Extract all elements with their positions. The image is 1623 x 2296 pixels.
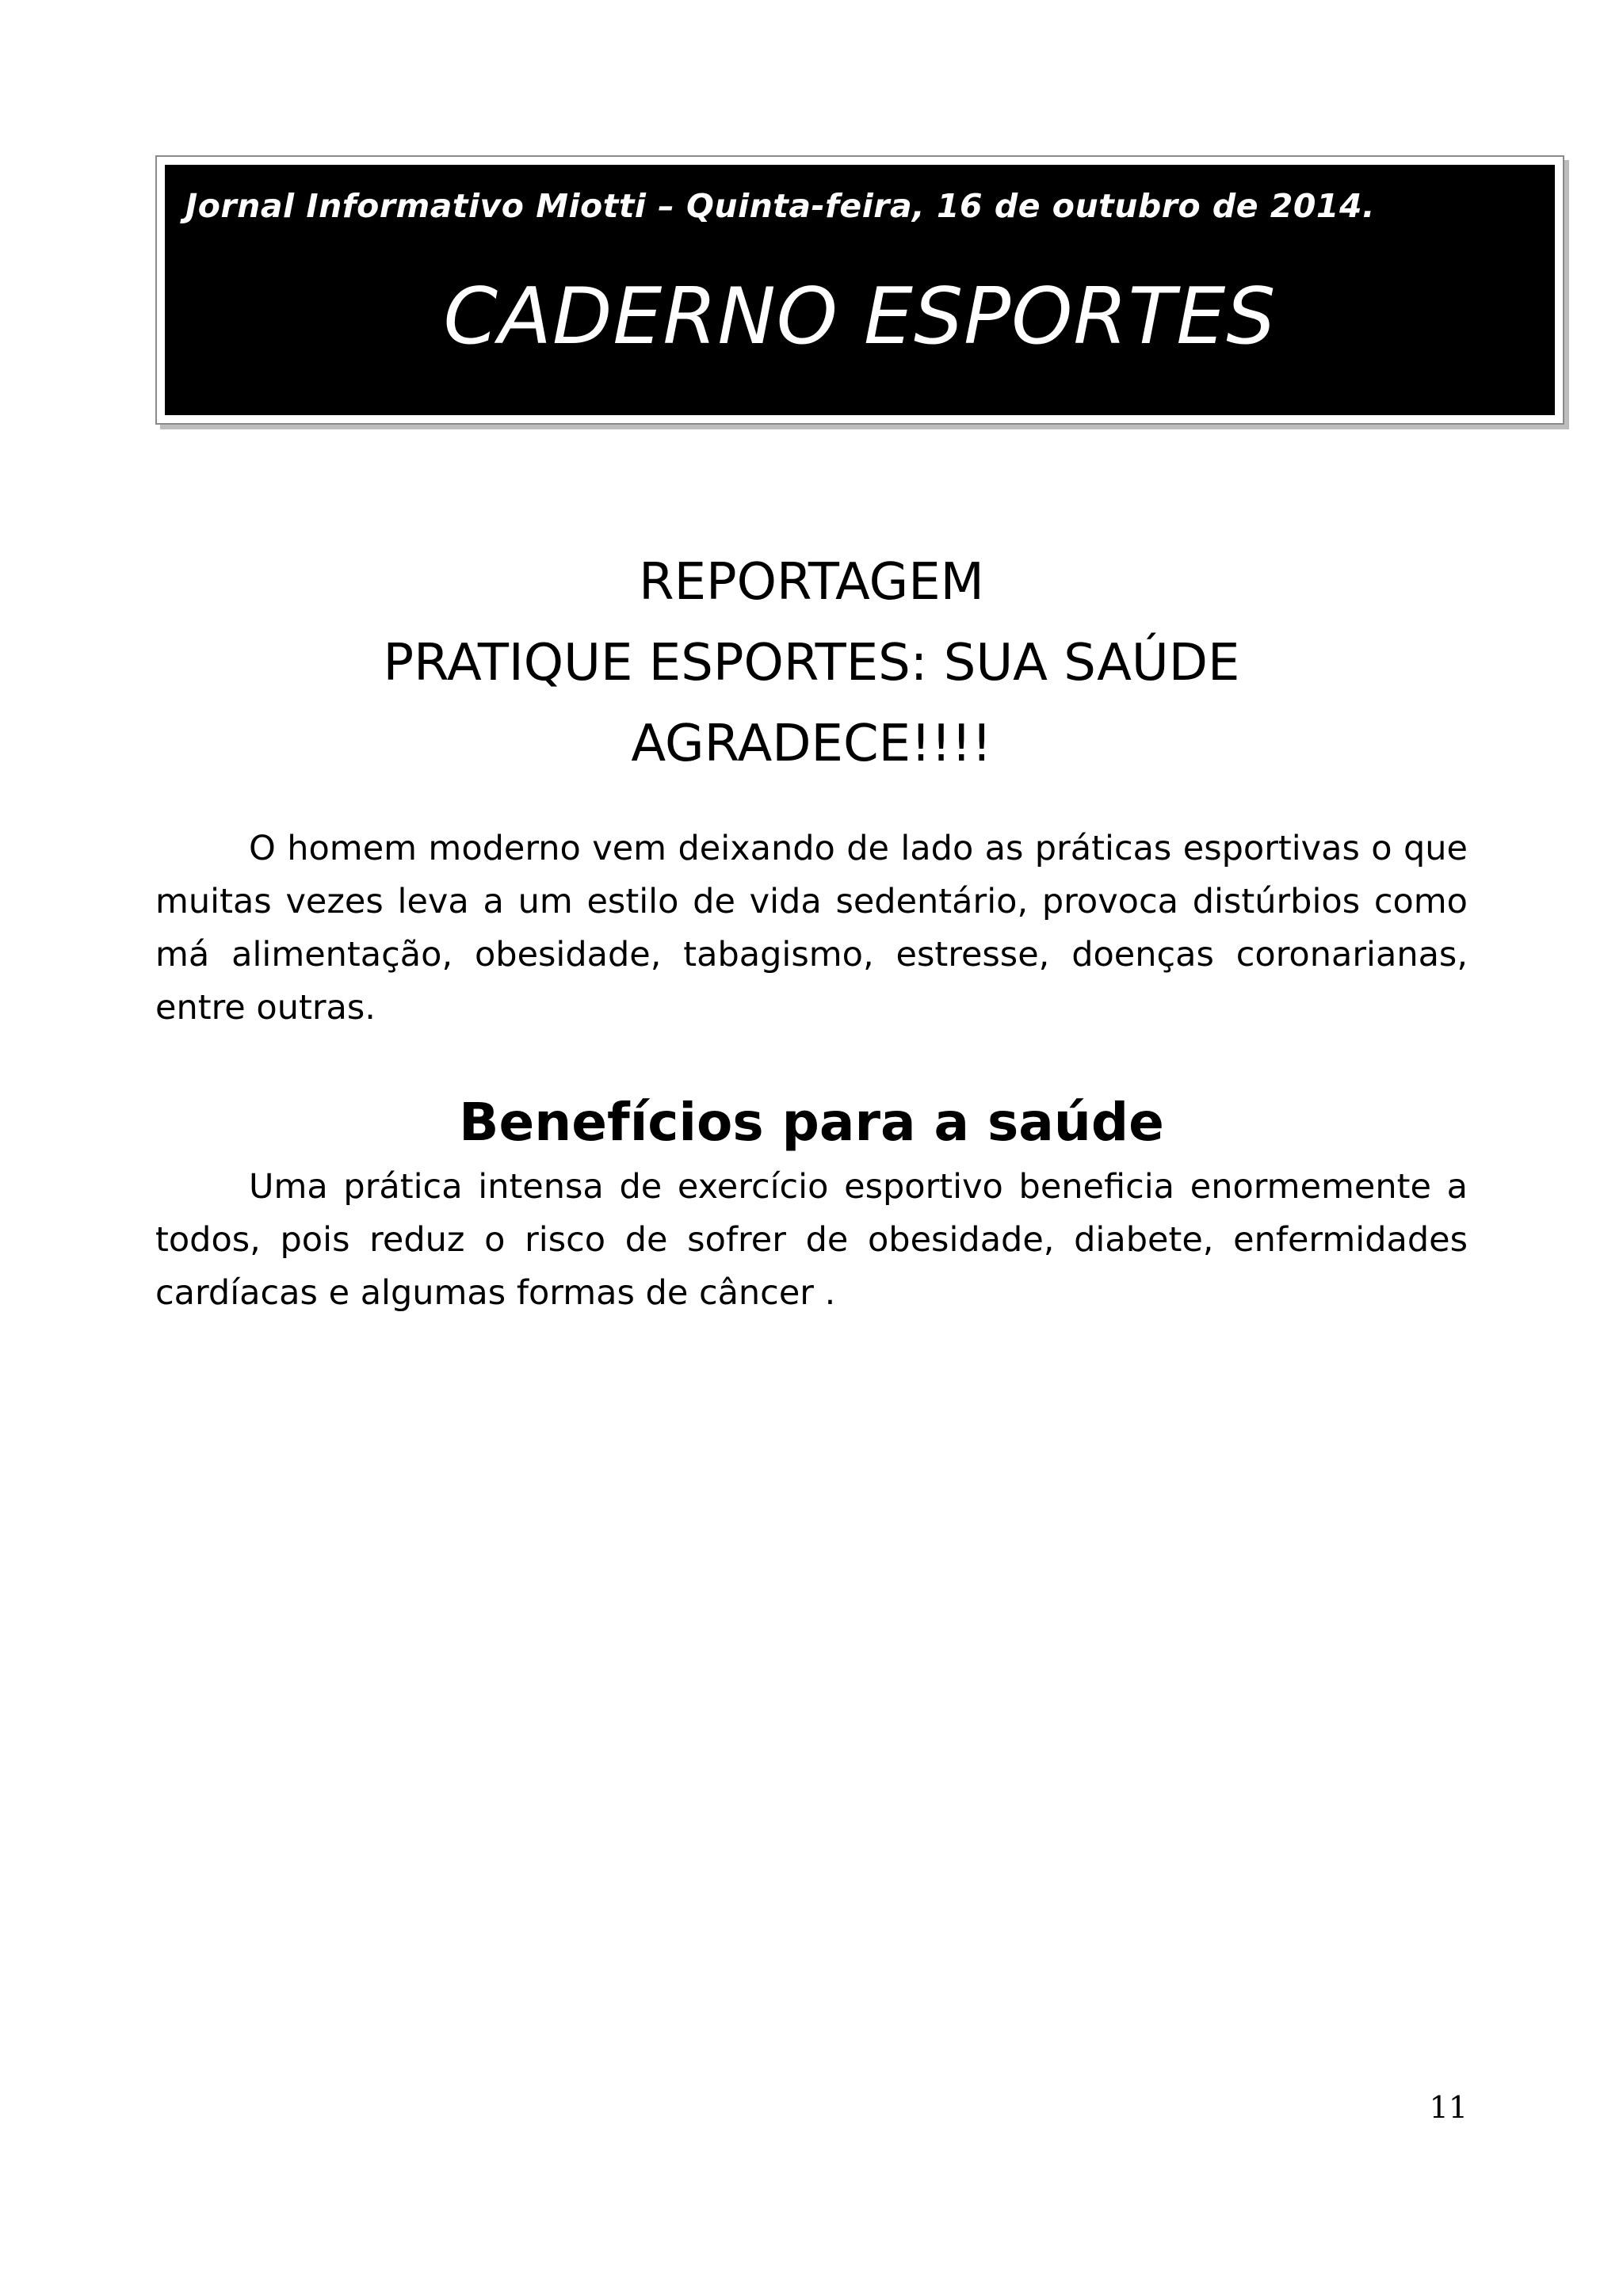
intro-paragraph-text: O homem moderno vem deixando de lado as práticas esportivas o que muitas vezes leva a um estilo de vida sedentário, provoca distúrbios como má alimentação, obesidade, tabagismo, estresse, doenças coronarianas, entre outras. [155,829,1468,1028]
benefits-paragraph-text: Uma prática intensa de exercício esportivo beneficia enormemente a todos, pois reduz o risco de sofrer de obesidade, diabete, enfermidades cardíacas e algumas formas de câncer . [155,1167,1468,1313]
report-heading-line-3: AGRADECE!!!! [631,715,992,773]
page-number: 11 [1429,2090,1468,2125]
masthead-banner [155,155,1564,425]
report-heading [155,542,1468,784]
newspaper-date-line: Jornal Informativo Miotti – Quinta-feira, 16 de outubro de 2014. [185,187,1376,225]
paragraph-indent [155,1167,249,1207]
benefits-paragraph [155,1161,1468,1320]
benefits-heading: Benefícios para a saúde [459,1092,1164,1153]
intro-paragraph [155,822,1468,1035]
report-heading-line-1: REPORTAGEM [639,553,984,612]
section-title: CADERNO ESPORTES [443,272,1277,362]
report-heading-line-2: PRATIQUE ESPORTES: SUA SAÚDE [383,634,1240,692]
masthead-black-panel [165,165,1555,415]
paragraph-indent [155,829,249,868]
